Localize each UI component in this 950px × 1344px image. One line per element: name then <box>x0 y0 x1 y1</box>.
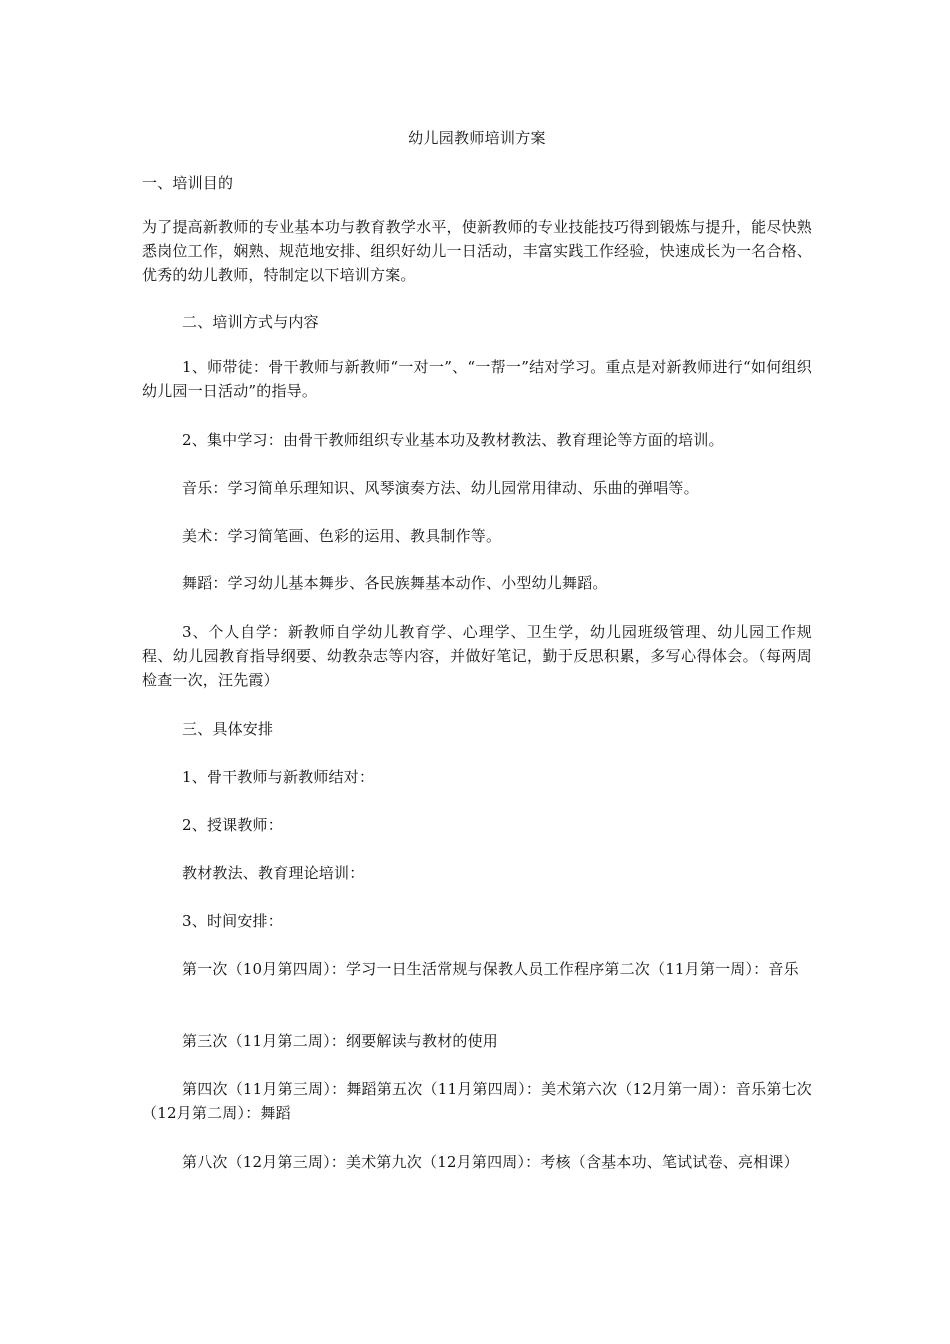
paragraph-centralized-study: 2、集中学习：由骨干教师组织专业基本功及教材教法、教育理论等方面的培训。 <box>182 431 724 449</box>
document-title: 幼儿园教师培训方案 <box>408 129 546 147</box>
paragraph-art: 美术：学习简笔画、色彩的运用、教具制作等。 <box>182 527 502 545</box>
paragraph-schedule-heading: 3、时间安排： <box>182 912 283 930</box>
schedule-item-1-2: 第一次（10月第四周）：学习一日生活常规与保教人员工作程序第二次（11月第一周）：音乐 <box>182 960 799 978</box>
schedule-item-4-7: 第四次（11月第三周）：舞蹈第五次（11月第四周）：美术第六次（12月第一周）：音乐第七次（12月第二周）：舞蹈 <box>142 1080 812 1122</box>
paragraph-purpose: 为了提高新教师的专业基本功与教育教学水平，使新教师的专业技能技巧得到锻炼与提升，能尽快熟悉岗位工作，娴熟、规范地安排、组织好幼儿一日活动，丰富实践工作经验，快速成长为一名合格、优秀的幼儿教师，特制定以下培训方案。 <box>142 218 812 284</box>
section-heading-methods: 二、培训方式与内容 <box>182 313 319 331</box>
paragraph-pairing: 1、骨干教师与新教师结对： <box>182 768 375 786</box>
section-heading-purpose: 一、培训目的 <box>142 174 234 192</box>
section-heading-arrangement: 三、具体安排 <box>182 720 274 738</box>
paragraph-self-study: 3、个人自学：新教师自学幼儿教育学、心理学、卫生学，幼儿园班级管理、幼儿园工作规程、幼儿园教育指导纲要、幼教杂志等内容，并做好笔记，勤于反思积累，多写心得体会。（每两周检查一次，汪先霞） <box>142 623 812 689</box>
paragraph-lecturers: 2、授课教师： <box>182 816 283 834</box>
schedule-item-3: 第三次（11月第二周）：纲要解读与教材的使用 <box>182 1032 498 1050</box>
paragraph-mentoring: 1、师带徒：骨干教师与新教师“一对一”、“一帮一”结对学习。重点是对新教师进行“如何组织幼儿园一日活动”的指导。 <box>142 358 812 400</box>
schedule-item-8-9: 第八次（12月第三周）：美术第九次（12月第四周）：考核（含基本功、笔试试卷、亮相课） <box>182 1153 799 1171</box>
paragraph-music: 音乐：学习简单乐理知识、风琴演奏方法、幼儿园常用律动、乐曲的弹唱等。 <box>182 479 699 497</box>
paragraph-dance: 舞蹈：学习幼儿基本舞步、各民族舞基本动作、小型幼儿舞蹈。 <box>182 574 608 592</box>
paragraph-training-topics: 教材教法、教育理论培训： <box>182 864 365 882</box>
document-page <box>142 0 812 1344</box>
